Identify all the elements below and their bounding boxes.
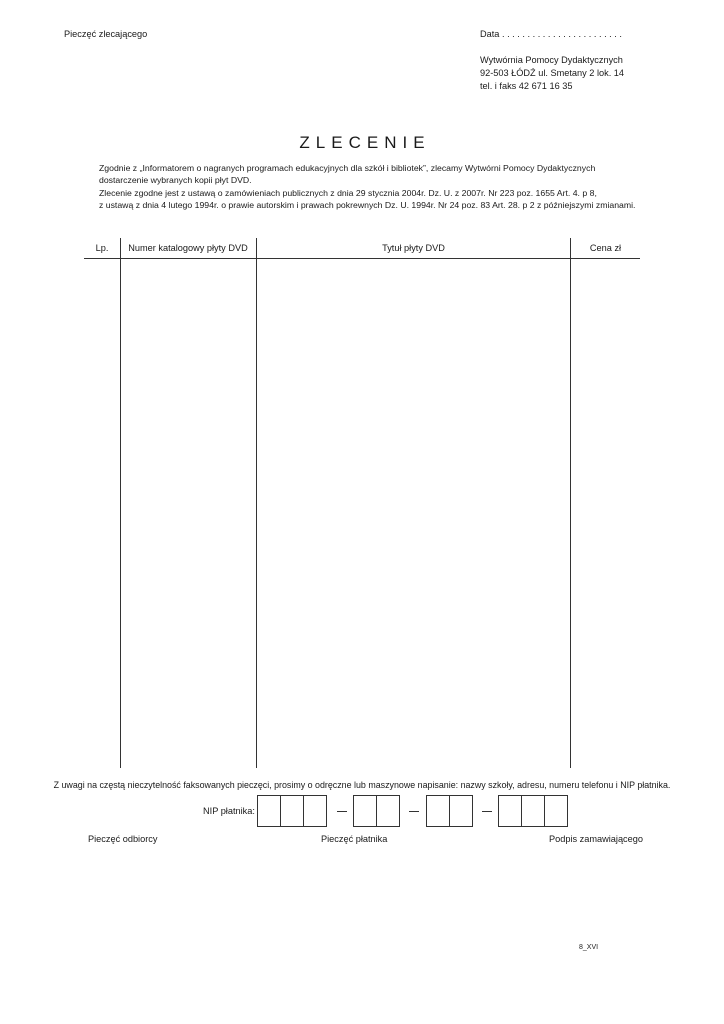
- document-title: ZLECENIE: [299, 133, 431, 152]
- stamp-label: Pieczęć zlecającego: [64, 29, 148, 39]
- nip-label: NIP płatnika:: [203, 806, 255, 816]
- nip-digit-box[interactable]: [257, 795, 281, 827]
- column-header-catalog-number: Numer katalogowy płyty DVD: [128, 243, 248, 253]
- column-header-lp: Lp.: [95, 243, 109, 253]
- nip-digit-box[interactable]: [521, 795, 545, 827]
- nip-digit-box[interactable]: [498, 795, 522, 827]
- table-header-divider: [84, 258, 640, 259]
- form-code: 8_XVI: [579, 944, 599, 951]
- company-phone: tel. i faks 42 671 16 35: [480, 81, 573, 91]
- column-header-price: Cena zł: [589, 243, 622, 253]
- nip-digit-box[interactable]: [426, 795, 450, 827]
- nip-separator: [482, 811, 492, 812]
- nip-digit-box[interactable]: [544, 795, 568, 827]
- receiver-stamp-label: Pieczęć odbiorcy: [88, 834, 158, 844]
- company-address: 92-503 ŁÓDŹ ul. Smetany 2 lok. 14: [480, 68, 625, 78]
- nip-digit-box[interactable]: [280, 795, 304, 827]
- nip-box-group: [257, 795, 327, 827]
- column-divider: [120, 238, 121, 768]
- nip-box-group: [426, 795, 473, 827]
- intro-line: Zlecenie zgodne jest z ustawą o zamówieniach publicznych z dnia 29 stycznia 2004r. Dz. U. z 2007r. Nr 223 poz. 1655 Art. 4. p 8,: [99, 187, 597, 198]
- intro-line: z ustawą z dnia 4 lutego 1994r. o prawie autorskim i prawach pokrewnych Dz. U. 1994r. Nr 24 poz. 83 Art. 28. p 2 z późniejszymi zmianami.: [99, 200, 636, 211]
- company-address-block: [480, 54, 624, 93]
- column-divider: [256, 238, 257, 768]
- column-header-dvd-title: Tytuł płyty DVD: [382, 243, 445, 253]
- column-divider: [570, 238, 571, 768]
- nip-digit-box[interactable]: [353, 795, 377, 827]
- intro-paragraph: [99, 162, 635, 212]
- company-name: Wytwórnia Pomocy Dydaktycznych: [480, 55, 623, 65]
- date-field: Data . . . . . . . . . . . . . . . . . . . . . . . .: [480, 29, 622, 39]
- orderer-signature-label: Podpis zamawiającego: [549, 834, 643, 844]
- nip-digit-box[interactable]: [376, 795, 400, 827]
- intro-line: Zgodnie z „Informatorem o nagranych programach edukacyjnych dla szkół i bibliotek”, zlecamy Wytwórni Pomocy Dydaktycznych: [99, 163, 596, 173]
- intro-line: dostarczenie wybranych kopii płyt DVD.: [99, 175, 252, 186]
- payer-stamp-label: Pieczęć płatnika: [321, 834, 388, 844]
- nip-separator: [409, 811, 419, 812]
- nip-box-group: [353, 795, 400, 827]
- legibility-notice: Z uwagi na częstą nieczytelność faksowanych pieczęci, prosimy o odręczne lub maszynowe napisanie: nazwy szkoły, adresu, numeru telefonu i NIP płatnika.: [53, 780, 671, 790]
- nip-box-group: [498, 795, 568, 827]
- nip-digit-box[interactable]: [449, 795, 473, 827]
- nip-separator: [337, 811, 347, 812]
- nip-digit-box[interactable]: [303, 795, 327, 827]
